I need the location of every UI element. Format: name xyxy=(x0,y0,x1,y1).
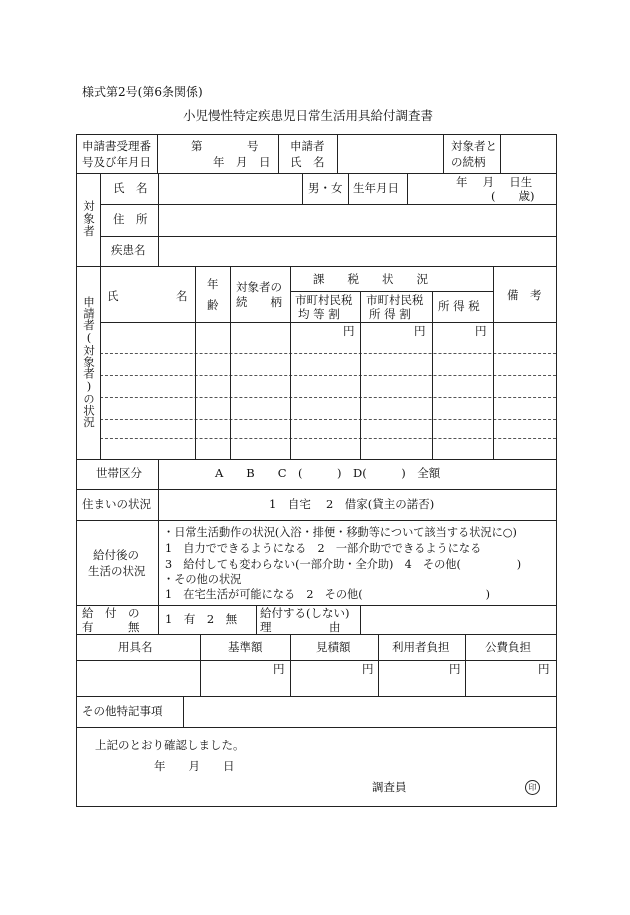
household-label: 世帯区分 xyxy=(96,466,142,480)
other-label: その他特記事項 xyxy=(82,704,163,718)
confirm-text: 上記のとおり確認しました。 xyxy=(95,738,245,752)
tax-col1: 市町村民税 xyxy=(295,293,353,307)
yen-mark: 円 xyxy=(343,324,355,338)
after-benefit-line3: 3 給付しても変わらない(一部介助・全介助) 4 その他( ) xyxy=(165,558,522,571)
household-options: A B C ( ) D( ) 全額 xyxy=(215,466,441,480)
relation-label: 対象者と xyxy=(451,139,497,153)
yen-mark: 円 xyxy=(449,662,461,676)
items-header-public-share: 公費負担 xyxy=(485,640,531,654)
status-relation-label: 対象者の xyxy=(236,280,282,294)
seal-icon: 印 xyxy=(525,780,540,795)
status-name-label: 氏 名 xyxy=(107,289,188,303)
receipt-dai: 第 xyxy=(191,139,203,153)
yen-mark: 円 xyxy=(362,662,374,676)
items-header-standard: 基準額 xyxy=(228,640,263,654)
after-benefit-line4: ・その他の状況 xyxy=(163,573,242,586)
after-benefit-label-2: 生活の状況 xyxy=(88,564,146,578)
benefit-reason-label-2: 理 由 xyxy=(260,620,341,634)
age-label-2: 齢 xyxy=(207,298,219,312)
items-header-estimate: 見積額 xyxy=(316,640,351,654)
after-benefit-line2: 1 自力でできるようになる 2 一部介助でできるようになる xyxy=(165,542,482,555)
birth-label: 生年月日 xyxy=(353,181,399,195)
confirm-date: 年 月 日 xyxy=(154,759,235,773)
applicant-label: 申請者 xyxy=(290,139,325,153)
after-benefit-line1: ・日常生活動作の状況(入浴・排便・移動等について該当する状況に○) xyxy=(163,526,517,539)
tax-col3: 所 得 税 xyxy=(438,299,480,313)
tax-col2: 市町村民税 xyxy=(366,293,424,307)
sex-choice: 男・女 xyxy=(308,181,343,195)
tax-label: 課 税 状 況 xyxy=(313,272,428,286)
subject-section-label: 対象者 xyxy=(82,200,96,238)
applicant-name-label: 氏 名 xyxy=(290,155,325,169)
yen-mark: 円 xyxy=(538,662,550,676)
form-number: 様式第2号(第6条関係) xyxy=(82,85,203,99)
receipt-label-2: 号及び年月日 xyxy=(82,155,151,169)
housing-label: 住まいの状況 xyxy=(82,497,151,511)
relation-label-2: の続柄 xyxy=(451,155,486,169)
yen-mark: 円 xyxy=(273,662,285,676)
subject-name-label: 氏 名 xyxy=(113,181,148,195)
age-label-1: 年 xyxy=(207,277,219,291)
benefit-label-2: 有 無 xyxy=(82,620,140,634)
receipt-date: 年 月 日 xyxy=(213,155,271,169)
yen-mark: 円 xyxy=(475,324,487,338)
receipt-gou: 号 xyxy=(247,139,259,153)
housing-options: 1 自宅 2 借家(貸主の諾否) xyxy=(269,497,435,511)
investigator-label: 調査員 xyxy=(372,780,407,794)
benefit-label: 給 付 の xyxy=(82,606,140,620)
benefit-reason-label: 給付する(しない) xyxy=(260,606,350,620)
items-header-name: 用具名 xyxy=(118,640,153,654)
after-benefit-label: 給付後の xyxy=(93,548,139,562)
birth-date: 年 月 日生 xyxy=(456,175,533,189)
items-header-user-share: 利用者負担 xyxy=(392,640,450,654)
benefit-options: 1 有 2 無 xyxy=(165,612,238,626)
status-section-label: 申請者(対象者)の状況 xyxy=(82,296,96,428)
remarks-label: 備 考 xyxy=(507,288,542,302)
tax-col2-2: 所 得 割 xyxy=(369,307,411,321)
yen-mark: 円 xyxy=(414,324,426,338)
disease-label: 疾患名 xyxy=(111,243,146,257)
age: ( 歳) xyxy=(491,189,535,203)
status-relation-label-2: 続 柄 xyxy=(236,295,282,309)
after-benefit-line5: 1 在宅生活が可能になる 2 その他( ) xyxy=(165,588,491,601)
tax-col1-2: 均 等 割 xyxy=(298,307,340,321)
address-label: 住 所 xyxy=(113,212,148,226)
receipt-label: 申請書受理番 xyxy=(82,139,151,153)
form-title: 小児慢性特定疾患児日常生活用具給付調査書 xyxy=(183,108,434,123)
